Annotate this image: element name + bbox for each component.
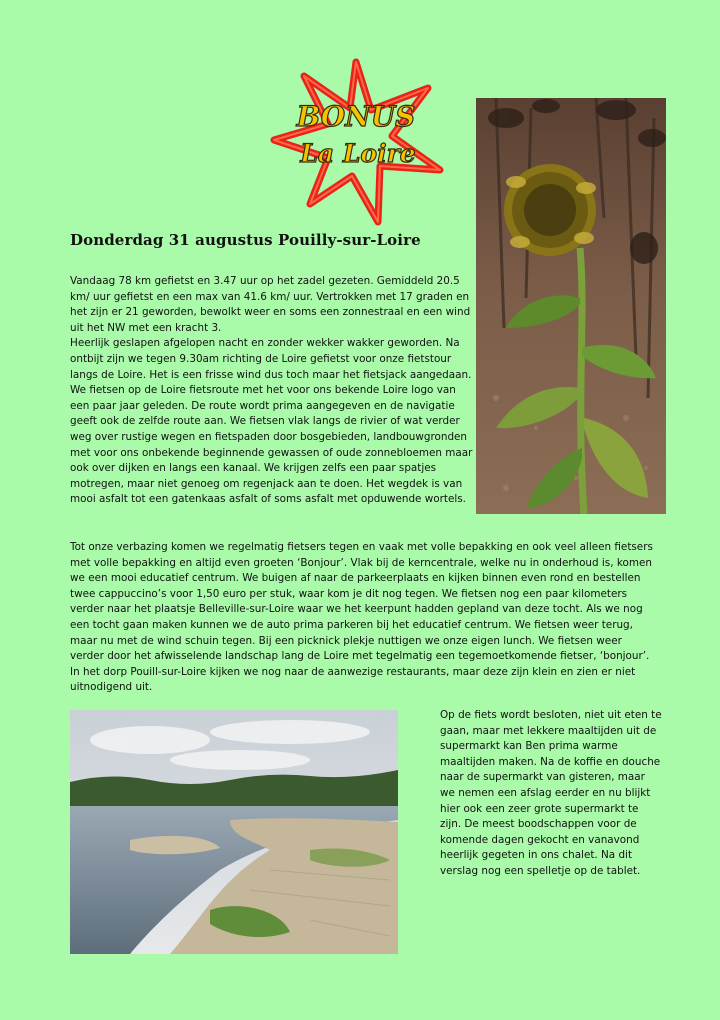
sunflower-photo bbox=[476, 98, 666, 514]
intro-text: Vandaag 78 km gefietst en 3.47 uur op het zadel gezeten. Gemiddeld 20.5 km/ uur gefietst en een max van 41.6 km/ uur. Vertrokken met 17 graden en het zijn er 21 geworden, bewolkt weer en soms een zonnestraal en een wind uit het NW met een kracht 3. Heerlijk geslapen afgelopen nacht en zonder wekker wakker geworden. Na ontbijt zijn we tegen 9.30am richting de Loire gefietst voor onze fietstour langs de Loire. Het is een frisse wind dus toch maar het fietsjack aangedaan. We fietsen op de Loire fietsroute met het voor ons bekende Loire logo van een paar jaar geleden. De route wordt prima aangegeven en de navigatie geeft ook de zelfde route aan. We fietsen vlak langs de rivier of wat verder weg over rustige wegen en fietspaden door bosgebieden, landbouwgronden met voor ons onbekende beginnende gewassen of oude zonnebloemen maar ook over dijken en langs een kanaal. We krijgen zelfs een paar spatjes motregen, maar niet genoeg om regenjack aan te doen. Het wegdek is van mooi asfalt tot een gatenkaas asfalt of soms asfalt met opduwende wortels. bbox=[70, 275, 473, 506]
logo-line-1: BONUS bbox=[296, 100, 416, 133]
closing-text: Op de fiets wordt besloten, niet uit eten te gaan, maar met lekkere maaltijden uit de supermarkt kan Ben prima warme maaltijden maken. Na de koffie en douche naar de supermarkt van gisteren, maar we nemen een afslag eerder en nu blijkt hier ook een zeer grote supermarkt te zijn. De meest boodschappen voor de komende dagen gekocht en vanavond heerlijk gegeten in ons chalet. Na dit verslag nog een spelletje op de tablet. bbox=[440, 709, 662, 877]
bonus-la-loire-logo bbox=[268, 58, 444, 226]
logo-line-2: La Loire bbox=[300, 139, 416, 168]
middle-text: Tot onze verbazing komen we regelmatig fietsers tegen en vaak met volle bepakking en ook veel alleen fietsers met volle bepakking en altijd even groeten ‘Bonjour’. Vlak bij de kerncentrale, welke nu in onderhoud is, komen we een mooi educatief centrum. We buigen af naar de parkeerplaats en kijken binnen even rond en bestellen twee cappuccino’s voor 1,50 euro per stuk, waar kom je dit nog tegen. We fietsen nog een paar kilometers verder naar het plaatsje Belleville-sur-Loire waar we het keerpunt hadden gepland van deze tocht. Als we nog een tocht gaan maken kunnen we de auto prima parkeren bij het educatief centrum. We fietsen weer terug, maar nu met de wind schuin tegen. Bij een picknick plekje nuttigen we onze eigen lunch. We fietsen weer verder door het afwisselende landschap lang de Loire met tegelmatig een tegemoetkomende fietser, ‘bonjour’. In het dorp Pouill-sur-Loire kijken we nog naar de aanwezige restaurants, maar deze zijn klein en zien er niet uitnodigend uit. bbox=[70, 541, 653, 694]
intro-paragraph bbox=[70, 274, 474, 508]
loire-river-photo bbox=[70, 710, 398, 954]
middle-paragraph bbox=[70, 540, 656, 696]
page-heading: Donderdag 31 augustus Pouilly-sur-Loire bbox=[70, 231, 421, 249]
closing-paragraph bbox=[440, 708, 662, 880]
